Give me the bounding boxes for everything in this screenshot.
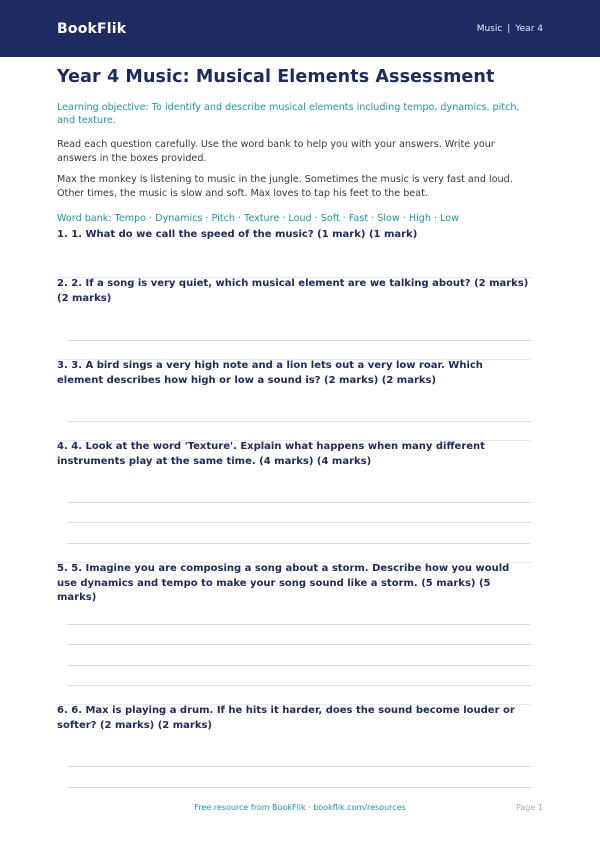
story-text: Max the monkey is listening to music in the jungle. Sometimes the music is very fast and loud. Other times, the music is slow and soft. Max loves to tap his feet to the beat. xyxy=(57,174,513,199)
question-6 xyxy=(57,704,531,733)
question-text: 5. 5. Imagine you are composing a song about a storm. Describe how you would use dynamics and tempo to make your song sound like a storm. (5 marks) (5 marks) xyxy=(57,563,510,603)
question-text: 3. 3. A bird sings a very high note and a lion lets out a very low roar. Which element describes how high or low a sound is? (2 marks) (2 marks) xyxy=(57,360,483,386)
page-number: Page 1 xyxy=(516,803,543,812)
question-5 xyxy=(57,562,531,606)
brand-logo[interactable]: BookFlik xyxy=(57,20,127,37)
question-text: 4. 4. Look at the word 'Texture'. Explain what happens when many different instruments play at the same time. (4 marks) (4 marks) xyxy=(57,441,485,467)
word-bank: Word bank: Tempo · Dynamics · Pitch · Texture · Loud · Soft · Fast · Slow · High · Low xyxy=(57,213,459,224)
question-2 xyxy=(57,277,531,306)
answer-line[interactable] xyxy=(67,685,531,686)
intro-section xyxy=(57,67,531,225)
breadcrumb-separator: | xyxy=(507,23,511,34)
breadcrumb-subject[interactable]: Music xyxy=(476,23,503,34)
answer-line[interactable] xyxy=(67,766,531,767)
learning-objective: Learning objective: To identify and describe musical elements including tempo, dynamics, pitch, and texture. xyxy=(57,102,520,126)
answer-line[interactable] xyxy=(67,787,531,788)
answer-line[interactable] xyxy=(67,502,531,503)
footer-link[interactable]: Free resource from BookFlik · bookflik.com/resources xyxy=(194,803,406,812)
header-bar xyxy=(0,0,600,57)
breadcrumb xyxy=(477,24,543,34)
answer-line[interactable] xyxy=(67,644,531,645)
question-text: 1. 1. What do we call the speed of the music? (1 mark) (1 mark) xyxy=(57,229,418,240)
question-3 xyxy=(57,359,531,388)
answer-line[interactable] xyxy=(67,522,531,523)
question-text: 6. 6. Max is playing a drum. If he hits it harder, does the sound become louder or softer? (2 marks) (2 marks) xyxy=(57,705,515,731)
page-title: Year 4 Music: Musical Elements Assessment xyxy=(57,67,495,87)
instructions-text: Read each question carefully. Use the word bank to help you with your answers. Write your answers in the boxes provided. xyxy=(57,139,495,164)
answer-line[interactable] xyxy=(67,421,531,422)
answer-line[interactable] xyxy=(67,340,531,341)
question-1 xyxy=(57,228,531,243)
answer-line[interactable] xyxy=(67,543,531,544)
breadcrumb-year[interactable]: Year 4 xyxy=(515,23,543,34)
question-4 xyxy=(57,440,531,469)
answer-line[interactable] xyxy=(67,665,531,666)
question-text: 2. 2. If a song is very quiet, which musical element are we talking about? (2 marks) (2 marks) xyxy=(57,278,529,304)
answer-line[interactable] xyxy=(67,624,531,625)
